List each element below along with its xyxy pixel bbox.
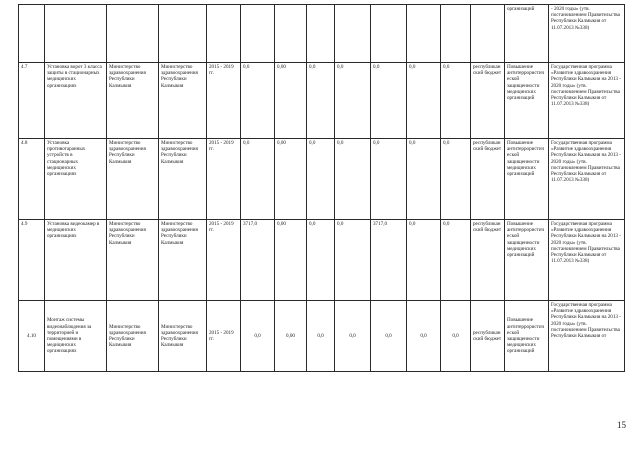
cell-source: республиканский бюджет (471, 63, 505, 139)
cell-period: 2015 - 2019 гг. (207, 220, 241, 301)
cell-value: 0,0 (241, 301, 275, 372)
table-row (19, 63, 625, 139)
cell-value: 0,0 (335, 220, 371, 301)
cell-result: Повышение антитеррористической защищенности медицинских организаций (505, 220, 549, 301)
cell-executor: Министерство здравоохранения Республики Калмыкия (159, 301, 207, 372)
cell-value (241, 5, 275, 63)
cell-value (275, 5, 307, 63)
cell-executor: Министерство здравоохранения Республики Калмыкия (159, 139, 207, 220)
cell-name: Установка ворот 3 класса защиты в стационарных медицинских организациях (45, 63, 107, 139)
cell-value: 0,0 (335, 139, 371, 220)
cell-result: организаций (505, 5, 549, 63)
cell-num: 4.8 (19, 139, 45, 220)
cell-value (335, 5, 371, 63)
cell-num: 4.7 (19, 63, 45, 139)
cell-source: республиканский бюджет (471, 301, 505, 372)
cell-period: 2015 - 2019 гг. (207, 63, 241, 139)
cell-value: 0,0 (407, 301, 441, 372)
page-number: 15 (617, 420, 626, 430)
cell-value: 0,0 (307, 301, 335, 372)
cell-value: 3717,0 (371, 220, 407, 301)
cell-value: 0,00 (275, 139, 307, 220)
cell-customer: Министерство здравоохранения Республики Калмыкия (107, 63, 159, 139)
cell-name: Установка видеокамер в медицинских организациях (45, 220, 107, 301)
table-row (19, 5, 625, 63)
cell-name (45, 5, 107, 63)
cell-program: Государственная программа «Развитие здравоохранения Республики Калмыкия на 2013 - 2020 годы» (утв. постановлением Правительства Республики Калмыкия от 11.07.2013 №338) (549, 63, 625, 139)
cell-value: 0,0 (241, 139, 275, 220)
table-row (19, 301, 625, 372)
cell-num (19, 5, 45, 63)
cell-program: Государственная программа «Развитие здравоохранения Республики Калмыкия на 2013 - 2020 годы» (утв. постановлением Правительства Республики Калмыкия от (549, 301, 625, 372)
cell-executor: Министерство здравоохранения Республики Калмыкия (159, 63, 207, 139)
cell-value: 0,0 (371, 139, 407, 220)
cell-value: 0,00 (275, 63, 307, 139)
cell-program: Государственная программа «Развитие здравоохранения Республики Калмыкия на 2013 - 2020 годы» (утв. постановлением Правительства Республики Калмыкия от 11.07.2013 №338) (549, 220, 625, 301)
cell-value: 0,0 (335, 301, 371, 372)
cell-period: 2015 - 2019 гг. (207, 139, 241, 220)
cell-value: 0,0 (307, 139, 335, 220)
cell-value: 0,0 (241, 63, 275, 139)
cell-customer (107, 5, 159, 63)
table-row (19, 220, 625, 301)
cell-name: Монтаж системы видеонаблюдения за территорией и помещениями в медицинских организациях (45, 301, 107, 372)
cell-name: Установка противотаранных устройств в стационарных медицинских организациях (45, 139, 107, 220)
cell-value (441, 5, 471, 63)
cell-value (371, 5, 407, 63)
cell-customer: Министерство здравоохранения Республики Калмыкия (107, 220, 159, 301)
program-table (18, 4, 625, 372)
cell-source: республиканский бюджет (471, 220, 505, 301)
cell-value: 0,0 (371, 301, 407, 372)
cell-value: 0,00 (275, 301, 307, 372)
cell-value: 0,0 (441, 220, 471, 301)
cell-result: Повышение антитеррористической защищенности медицинских организаций (505, 301, 549, 372)
cell-program: - 2020 годы» (утв. постановлением Правительства Республики Калмыкия от 11.07.2013 №338) (549, 5, 625, 63)
cell-value (307, 5, 335, 63)
table-row (19, 139, 625, 220)
cell-value: 0,0 (407, 139, 441, 220)
cell-result: Повышение антитеррористической защищенности медицинских организаций (505, 139, 549, 220)
cell-value: 0,0 (371, 63, 407, 139)
cell-value: 0,0 (407, 220, 441, 301)
cell-value: 3717,0 (241, 220, 275, 301)
cell-value (407, 5, 441, 63)
cell-value: 0,00 (275, 220, 307, 301)
cell-value: 0,0 (441, 139, 471, 220)
cell-value: 0,0 (407, 63, 441, 139)
cell-period (207, 5, 241, 63)
cell-value: 0,0 (441, 301, 471, 372)
cell-executor: Министерство здравоохранения Республики Калмыкия (159, 220, 207, 301)
cell-customer: Министерство здравоохранения Республики Калмыкия (107, 301, 159, 372)
cell-source (471, 5, 505, 63)
cell-source: республиканский бюджет (471, 139, 505, 220)
cell-result: Повышение антитеррористической защищенности медицинских организаций (505, 63, 549, 139)
cell-value: 0,0 (307, 220, 335, 301)
cell-num: 4.10 (19, 301, 45, 372)
cell-value: 0,0 (307, 63, 335, 139)
cell-executor (159, 5, 207, 63)
cell-num: 4.9 (19, 220, 45, 301)
cell-program: Государственная программа «Развитие здравоохранения Республики Калмыкия на 2013 - 2020 годы» (утв. постановлением Правительства Республики Калмыкия от 11.07.2013 №338) (549, 139, 625, 220)
cell-customer: Министерство здравоохранения Республики Калмыкия (107, 139, 159, 220)
cell-period: 2015 - 2019 гг. (207, 301, 241, 372)
cell-value: 0,0 (335, 63, 371, 139)
cell-value: 0,0 (441, 63, 471, 139)
